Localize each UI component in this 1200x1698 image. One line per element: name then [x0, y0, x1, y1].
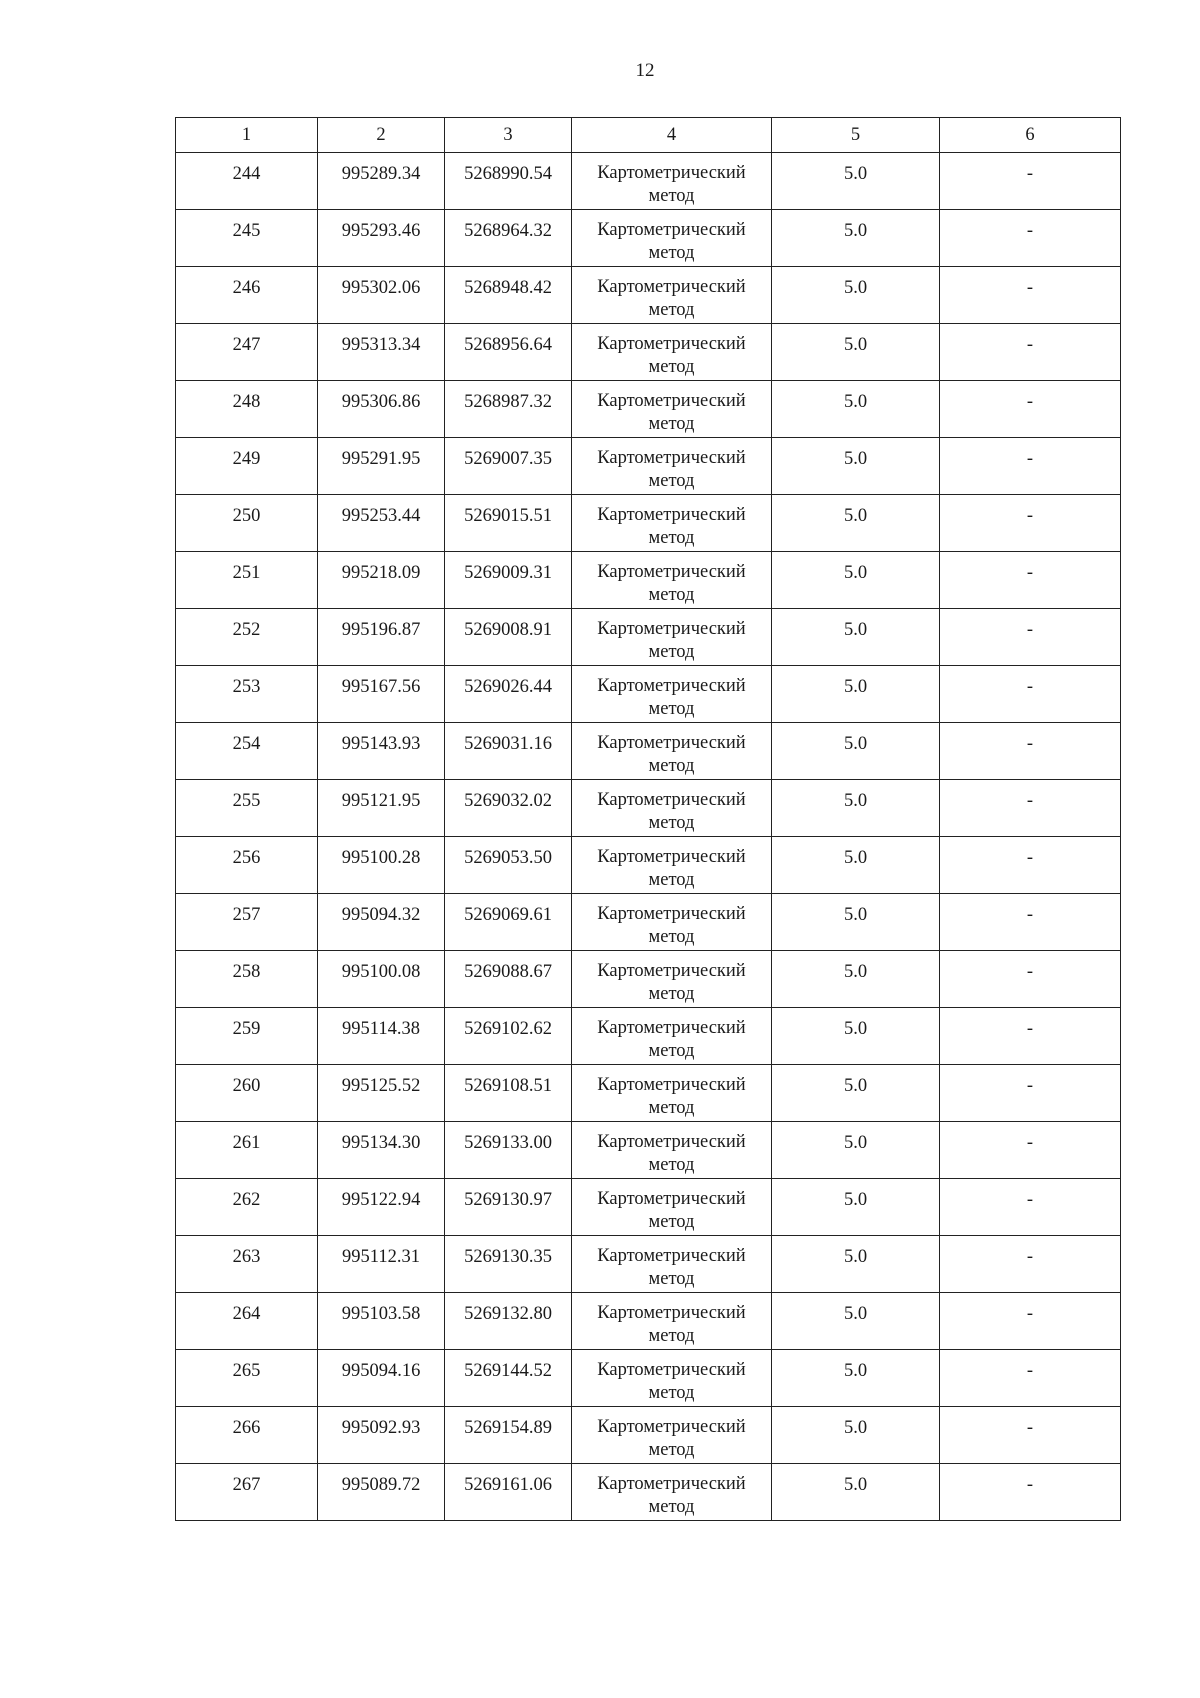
method-cell	[572, 609, 772, 666]
table-row	[176, 153, 1121, 210]
table-row	[176, 1407, 1121, 1464]
table-row	[176, 837, 1121, 894]
accuracy-cell: 5.0	[772, 609, 940, 666]
table-row	[176, 894, 1121, 951]
point-number-cell: 254	[176, 723, 318, 780]
method-cell	[572, 780, 772, 837]
x-coordinate-cell: 995112.31	[318, 1236, 445, 1293]
y-coordinate-cell: 5268948.42	[445, 267, 572, 324]
point-number-cell: 261	[176, 1122, 318, 1179]
table-row	[176, 1008, 1121, 1065]
x-coordinate-cell: 995122.94	[318, 1179, 445, 1236]
accuracy-cell: 5.0	[772, 1350, 940, 1407]
method-cell	[572, 1179, 772, 1236]
x-coordinate-cell: 995125.52	[318, 1065, 445, 1122]
point-number-cell: 260	[176, 1065, 318, 1122]
y-coordinate-cell: 5269154.89	[445, 1407, 572, 1464]
method-line-2: метод	[648, 528, 695, 548]
table-row	[176, 1179, 1121, 1236]
column-header: 2	[318, 118, 445, 153]
point-number-cell: 259	[176, 1008, 318, 1065]
accuracy-cell: 5.0	[772, 837, 940, 894]
accuracy-cell: 5.0	[772, 1293, 940, 1350]
accuracy-cell: 5.0	[772, 267, 940, 324]
y-coordinate-cell: 5268990.54	[445, 153, 572, 210]
x-coordinate-cell: 995100.28	[318, 837, 445, 894]
x-coordinate-cell: 995089.72	[318, 1464, 445, 1521]
accuracy-cell: 5.0	[772, 438, 940, 495]
x-coordinate-cell: 995134.30	[318, 1122, 445, 1179]
point-number-cell: 249	[176, 438, 318, 495]
method-line-1: Картометрический	[597, 1246, 746, 1266]
method-cell	[572, 438, 772, 495]
table-row	[176, 666, 1121, 723]
method-cell	[572, 1464, 772, 1521]
table-row	[176, 723, 1121, 780]
y-coordinate-cell: 5269026.44	[445, 666, 572, 723]
method-line-1: Картометрический	[597, 961, 746, 981]
accuracy-cell: 5.0	[772, 1464, 940, 1521]
x-coordinate-cell: 995103.58	[318, 1293, 445, 1350]
point-number-cell: 257	[176, 894, 318, 951]
point-number-cell: 247	[176, 324, 318, 381]
table-row	[176, 1464, 1121, 1521]
method-line-1: Картометрический	[597, 619, 746, 639]
column-header: 1	[176, 118, 318, 153]
x-coordinate-cell: 995302.06	[318, 267, 445, 324]
method-line-2: метод	[648, 813, 695, 833]
y-coordinate-cell: 5269088.67	[445, 951, 572, 1008]
x-coordinate-cell: 995094.16	[318, 1350, 445, 1407]
method-line-2: метод	[648, 585, 695, 605]
method-line-1: Картометрический	[597, 220, 746, 240]
accuracy-cell: 5.0	[772, 324, 940, 381]
table-row	[176, 1236, 1121, 1293]
method-line-2: метод	[648, 699, 695, 719]
header-row	[176, 118, 1121, 153]
method-cell	[572, 495, 772, 552]
method-line-1: Картометрический	[597, 847, 746, 867]
method-line-2: метод	[648, 300, 695, 320]
note-cell: -	[940, 1350, 1121, 1407]
method-cell	[572, 381, 772, 438]
method-line-2: метод	[648, 1155, 695, 1175]
table-row	[176, 495, 1121, 552]
method-line-1: Картометрический	[597, 334, 746, 354]
point-number-cell: 255	[176, 780, 318, 837]
accuracy-cell: 5.0	[772, 894, 940, 951]
note-cell: -	[940, 1122, 1121, 1179]
y-coordinate-cell: 5269132.80	[445, 1293, 572, 1350]
table-row	[176, 324, 1121, 381]
note-cell: -	[940, 1407, 1121, 1464]
note-cell: -	[940, 780, 1121, 837]
method-line-2: метод	[648, 756, 695, 776]
method-cell	[572, 1350, 772, 1407]
method-line-1: Картометрический	[597, 676, 746, 696]
point-number-cell: 248	[176, 381, 318, 438]
note-cell: -	[940, 894, 1121, 951]
y-coordinate-cell: 5269130.97	[445, 1179, 572, 1236]
method-line-2: метод	[648, 1098, 695, 1118]
accuracy-cell: 5.0	[772, 1407, 940, 1464]
y-coordinate-cell: 5268987.32	[445, 381, 572, 438]
y-coordinate-cell: 5269144.52	[445, 1350, 572, 1407]
accuracy-cell: 5.0	[772, 1122, 940, 1179]
method-line-2: метод	[648, 1269, 695, 1289]
method-line-2: метод	[648, 870, 695, 890]
y-coordinate-cell: 5269130.35	[445, 1236, 572, 1293]
accuracy-cell: 5.0	[772, 552, 940, 609]
y-coordinate-cell: 5269015.51	[445, 495, 572, 552]
method-line-2: метод	[648, 1041, 695, 1061]
method-line-2: метод	[648, 186, 695, 206]
x-coordinate-cell: 995092.93	[318, 1407, 445, 1464]
point-number-cell: 256	[176, 837, 318, 894]
y-coordinate-cell: 5269009.31	[445, 552, 572, 609]
method-cell	[572, 1407, 772, 1464]
x-coordinate-cell: 995114.38	[318, 1008, 445, 1065]
column-header: 4	[572, 118, 772, 153]
note-cell: -	[940, 1065, 1121, 1122]
method-line-1: Картометрический	[597, 277, 746, 297]
table-row	[176, 780, 1121, 837]
coordinates-table	[175, 117, 1121, 1521]
point-number-cell: 267	[176, 1464, 318, 1521]
method-cell	[572, 894, 772, 951]
note-cell: -	[940, 1464, 1121, 1521]
x-coordinate-cell: 995196.87	[318, 609, 445, 666]
note-cell: -	[940, 438, 1121, 495]
method-line-2: метод	[648, 1326, 695, 1346]
y-coordinate-cell: 5269053.50	[445, 837, 572, 894]
note-cell: -	[940, 267, 1121, 324]
method-cell	[572, 1065, 772, 1122]
method-line-1: Картометрический	[597, 1018, 746, 1038]
method-line-1: Картометрический	[597, 733, 746, 753]
x-coordinate-cell: 995100.08	[318, 951, 445, 1008]
method-line-2: метод	[648, 1383, 695, 1403]
point-number-cell: 250	[176, 495, 318, 552]
point-number-cell: 266	[176, 1407, 318, 1464]
method-cell	[572, 1293, 772, 1350]
method-cell	[572, 153, 772, 210]
point-number-cell: 258	[176, 951, 318, 1008]
accuracy-cell: 5.0	[772, 210, 940, 267]
method-line-1: Картометрический	[597, 505, 746, 525]
x-coordinate-cell: 995293.46	[318, 210, 445, 267]
table-body	[176, 153, 1121, 1521]
point-number-cell: 263	[176, 1236, 318, 1293]
note-cell: -	[940, 210, 1121, 267]
method-line-2: метод	[648, 927, 695, 947]
method-line-1: Картометрический	[597, 448, 746, 468]
note-cell: -	[940, 495, 1121, 552]
point-number-cell: 264	[176, 1293, 318, 1350]
method-line-1: Картометрический	[597, 790, 746, 810]
y-coordinate-cell: 5269161.06	[445, 1464, 572, 1521]
method-line-1: Картометрический	[597, 1303, 746, 1323]
method-line-1: Картометрический	[597, 1189, 746, 1209]
accuracy-cell: 5.0	[772, 153, 940, 210]
method-line-1: Картометрический	[597, 1075, 746, 1095]
y-coordinate-cell: 5269032.02	[445, 780, 572, 837]
method-cell	[572, 723, 772, 780]
y-coordinate-cell: 5269102.62	[445, 1008, 572, 1065]
column-header: 3	[445, 118, 572, 153]
x-coordinate-cell: 995291.95	[318, 438, 445, 495]
table-row	[176, 267, 1121, 324]
point-number-cell: 253	[176, 666, 318, 723]
point-number-cell: 265	[176, 1350, 318, 1407]
note-cell: -	[940, 1236, 1121, 1293]
method-cell	[572, 666, 772, 723]
y-coordinate-cell: 5269007.35	[445, 438, 572, 495]
y-coordinate-cell: 5269031.16	[445, 723, 572, 780]
method-cell	[572, 210, 772, 267]
note-cell: -	[940, 1179, 1121, 1236]
x-coordinate-cell: 995167.56	[318, 666, 445, 723]
point-number-cell: 252	[176, 609, 318, 666]
method-cell	[572, 552, 772, 609]
method-line-2: метод	[648, 1440, 695, 1460]
accuracy-cell: 5.0	[772, 1065, 940, 1122]
y-coordinate-cell: 5268956.64	[445, 324, 572, 381]
method-cell	[572, 1236, 772, 1293]
y-coordinate-cell: 5269133.00	[445, 1122, 572, 1179]
note-cell: -	[940, 837, 1121, 894]
accuracy-cell: 5.0	[772, 666, 940, 723]
accuracy-cell: 5.0	[772, 1008, 940, 1065]
method-cell	[572, 1122, 772, 1179]
method-cell	[572, 324, 772, 381]
note-cell: -	[940, 153, 1121, 210]
x-coordinate-cell: 995306.86	[318, 381, 445, 438]
method-line-1: Картометрический	[597, 163, 746, 183]
accuracy-cell: 5.0	[772, 780, 940, 837]
table-row	[176, 381, 1121, 438]
table-row	[176, 951, 1121, 1008]
accuracy-cell: 5.0	[772, 1179, 940, 1236]
table-row	[176, 1293, 1121, 1350]
table-row	[176, 1350, 1121, 1407]
point-number-cell: 246	[176, 267, 318, 324]
x-coordinate-cell: 995253.44	[318, 495, 445, 552]
note-cell: -	[940, 552, 1121, 609]
method-line-2: метод	[648, 984, 695, 1004]
x-coordinate-cell: 995313.34	[318, 324, 445, 381]
accuracy-cell: 5.0	[772, 723, 940, 780]
note-cell: -	[940, 609, 1121, 666]
method-line-2: метод	[648, 243, 695, 263]
x-coordinate-cell: 995289.34	[318, 153, 445, 210]
method-cell	[572, 1008, 772, 1065]
method-line-2: метод	[648, 414, 695, 434]
x-coordinate-cell: 995143.93	[318, 723, 445, 780]
note-cell: -	[940, 381, 1121, 438]
y-coordinate-cell: 5269108.51	[445, 1065, 572, 1122]
table-row	[176, 438, 1121, 495]
note-cell: -	[940, 951, 1121, 1008]
method-line-2: метод	[648, 1497, 695, 1517]
point-number-cell: 262	[176, 1179, 318, 1236]
method-line-1: Картометрический	[597, 562, 746, 582]
accuracy-cell: 5.0	[772, 381, 940, 438]
method-line-2: метод	[648, 357, 695, 377]
table-row	[176, 609, 1121, 666]
method-line-2: метод	[648, 642, 695, 662]
table-row	[176, 552, 1121, 609]
note-cell: -	[940, 324, 1121, 381]
method-line-2: метод	[648, 471, 695, 491]
page-number: 12	[635, 60, 655, 81]
point-number-cell: 244	[176, 153, 318, 210]
x-coordinate-cell: 995121.95	[318, 780, 445, 837]
note-cell: -	[940, 1008, 1121, 1065]
column-header: 5	[772, 118, 940, 153]
method-line-1: Картометрический	[597, 904, 746, 924]
point-number-cell: 245	[176, 210, 318, 267]
point-number-cell: 251	[176, 552, 318, 609]
method-line-1: Картометрический	[597, 1360, 746, 1380]
table-row	[176, 1122, 1121, 1179]
note-cell: -	[940, 666, 1121, 723]
accuracy-cell: 5.0	[772, 495, 940, 552]
y-coordinate-cell: 5269008.91	[445, 609, 572, 666]
method-line-1: Картометрический	[597, 1417, 746, 1437]
method-line-1: Картометрический	[597, 1132, 746, 1152]
accuracy-cell: 5.0	[772, 1236, 940, 1293]
note-cell: -	[940, 723, 1121, 780]
note-cell: -	[940, 1293, 1121, 1350]
accuracy-cell: 5.0	[772, 951, 940, 1008]
method-cell	[572, 267, 772, 324]
y-coordinate-cell: 5269069.61	[445, 894, 572, 951]
column-header: 6	[940, 118, 1121, 153]
table-row	[176, 210, 1121, 267]
method-line-1: Картометрический	[597, 391, 746, 411]
method-cell	[572, 951, 772, 1008]
method-line-1: Картометрический	[597, 1474, 746, 1494]
y-coordinate-cell: 5268964.32	[445, 210, 572, 267]
method-line-2: метод	[648, 1212, 695, 1232]
table-header	[176, 118, 1121, 153]
method-cell	[572, 837, 772, 894]
table-row	[176, 1065, 1121, 1122]
x-coordinate-cell: 995094.32	[318, 894, 445, 951]
x-coordinate-cell: 995218.09	[318, 552, 445, 609]
